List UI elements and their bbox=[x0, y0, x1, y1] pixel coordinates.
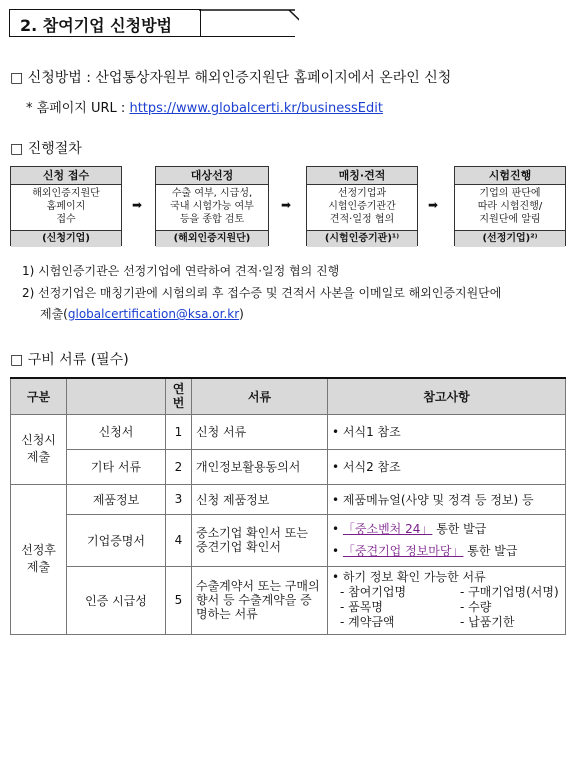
row-category: 신청서 bbox=[67, 414, 166, 449]
right-arrow-icon: ➡ bbox=[281, 198, 292, 212]
step-body-line: 따라 시험진행/ bbox=[477, 201, 543, 212]
square-bullet-icon: □ bbox=[10, 70, 24, 86]
row-number: 4 bbox=[166, 514, 192, 566]
procedure-title-line bbox=[10, 138, 82, 158]
table-row bbox=[11, 484, 566, 514]
homepage-label: * 홈페이지 URL : bbox=[26, 101, 126, 116]
row-category: 제품정보 bbox=[67, 484, 166, 514]
header-number: 연 번 bbox=[166, 378, 192, 414]
step-title: 대상선정 bbox=[156, 167, 268, 185]
ref-item: - 납품기한 bbox=[460, 615, 515, 629]
group-apply: 신청시 제출 bbox=[11, 414, 67, 484]
step-title: 신청 접수 bbox=[11, 167, 121, 185]
row-reference: • 서식2 참조 bbox=[328, 449, 566, 484]
ref-line: • 「중소벤처 24」 통한 발급 bbox=[332, 522, 487, 536]
procedure-note-2: 2) 선정기업은 매칭기관에 시험의뢰 후 접수증 및 견적서 사본을 이메일로 해외인증지원단에 bbox=[22, 286, 502, 300]
row-document: 중소기업 확인서 또는 중견기업 확인서 bbox=[192, 514, 328, 566]
row-number: 5 bbox=[166, 566, 192, 634]
apply-method-text: 신청방법 : 산업통상자원부 해외인증지원단 홈페이지에서 온라인 신청 bbox=[27, 70, 452, 86]
procedure-note-1: 1) 시험인증기관은 선정기업에 연락하여 견적·일정 협의 진행 bbox=[22, 264, 340, 278]
row-category: 인증 시급성 bbox=[67, 566, 166, 634]
step-body-line: 해외인증지원단 bbox=[32, 188, 100, 199]
step-body bbox=[455, 185, 565, 230]
process-step-testing bbox=[454, 166, 566, 246]
step-body-line: 접수 bbox=[56, 214, 76, 225]
process-step-select bbox=[155, 166, 269, 246]
heading-diagonal bbox=[199, 9, 299, 39]
row-reference: • 제품메뉴얼(사양 및 정격 등 정보) 등 bbox=[328, 484, 566, 514]
homepage-link[interactable]: https://www.globalcerti.kr/businessEdit bbox=[129, 101, 383, 116]
header-document: 서류 bbox=[192, 378, 328, 414]
row-number: 1 bbox=[166, 414, 192, 449]
row-category: 기타 서류 bbox=[67, 449, 166, 484]
step-body bbox=[156, 185, 268, 230]
documents-table bbox=[10, 377, 566, 635]
ref-item: - 구매기업명(서명) bbox=[460, 585, 559, 599]
right-arrow-icon: ➡ bbox=[132, 198, 143, 212]
step-body-line: 시험인증기관간 bbox=[328, 201, 396, 212]
step-body-line: 국내 시험가능 여부 bbox=[170, 201, 254, 212]
process-step-apply bbox=[10, 166, 122, 246]
square-bullet-icon: □ bbox=[10, 141, 24, 157]
ref-item: - 계약금액 bbox=[340, 615, 395, 629]
step-actor: (신청기업) bbox=[11, 230, 121, 247]
table-row bbox=[11, 414, 566, 449]
heading-text: 2. 참여기업 신청방법 bbox=[20, 16, 172, 35]
apply-method-line bbox=[10, 67, 451, 87]
email-link[interactable]: globalcertification@ksa.or.kr bbox=[67, 307, 240, 321]
header-blank bbox=[67, 378, 166, 414]
row-number: 2 bbox=[166, 449, 192, 484]
step-actor: (선정기업)²⁾ bbox=[455, 230, 565, 247]
procedure-title: 진행절차 bbox=[27, 141, 82, 157]
step-body bbox=[307, 185, 417, 230]
procedure-note-2-cont bbox=[40, 305, 244, 322]
row-document: 신청 제품정보 bbox=[192, 484, 328, 514]
ref-text: 통한 발급 bbox=[467, 544, 518, 558]
square-bullet-icon: □ bbox=[10, 352, 24, 368]
homepage-line bbox=[26, 97, 383, 116]
ref-item-row bbox=[332, 600, 561, 615]
step-body-line: 지원단에 알림 bbox=[479, 214, 541, 225]
documents-title-line bbox=[10, 349, 129, 369]
note-text: ) bbox=[239, 307, 244, 321]
ref-line: • 「중견기업 정보마당」 통한 발급 bbox=[332, 544, 518, 558]
ref-item: - 참여기업명 bbox=[340, 585, 407, 599]
row-document: 개인정보활용동의서 bbox=[192, 449, 328, 484]
table-header-row bbox=[11, 378, 566, 414]
step-body bbox=[11, 185, 121, 230]
section-heading bbox=[9, 9, 309, 40]
step-title: 시험진행 bbox=[455, 167, 565, 185]
step-body-line: 등을 종합 검토 bbox=[179, 214, 245, 225]
table-row bbox=[11, 449, 566, 484]
sme-link[interactable]: 「중소벤처 24」 bbox=[342, 522, 433, 536]
right-arrow-icon: ➡ bbox=[428, 198, 439, 212]
row-category: 기업증명서 bbox=[67, 514, 166, 566]
header-reference: 참고사항 bbox=[328, 378, 566, 414]
ref-item-row bbox=[332, 585, 561, 600]
documents-title: 구비 서류 (필수) bbox=[27, 352, 129, 368]
ref-item-row bbox=[332, 615, 561, 630]
step-body-line: 견적·일정 협의 bbox=[329, 214, 395, 225]
row-reference bbox=[328, 566, 566, 634]
midsize-link[interactable]: 「중견기업 정보마당」 bbox=[342, 544, 464, 558]
row-number: 3 bbox=[166, 484, 192, 514]
ref-head: • 하기 정보 확인 가능한 서류 bbox=[332, 570, 486, 584]
group-selected: 선정후 제출 bbox=[11, 484, 67, 634]
ref-item: - 수량 bbox=[460, 600, 492, 614]
step-title: 매칭·견적 bbox=[307, 167, 417, 185]
row-document: 수출계약서 또는 구매의향서 등 수출계약을 증명하는 서류 bbox=[192, 566, 328, 634]
table-row bbox=[11, 514, 566, 566]
step-body-line: 수출 여부, 시급성, bbox=[171, 188, 253, 199]
table-row bbox=[11, 566, 566, 634]
step-actor: (해외인증지원단) bbox=[156, 230, 268, 247]
process-step-matching bbox=[306, 166, 418, 246]
header-category: 구분 bbox=[11, 378, 67, 414]
note-text: 제출( bbox=[40, 307, 68, 321]
ref-item: - 품목명 bbox=[340, 600, 383, 614]
step-body-line: 선정기업과 bbox=[337, 188, 387, 199]
row-reference bbox=[328, 514, 566, 566]
step-body-line: 홈페이지 bbox=[46, 201, 86, 212]
row-document: 신청 서류 bbox=[192, 414, 328, 449]
ref-text: 통한 발급 bbox=[436, 522, 487, 536]
step-actor: (시험인증기관)¹⁾ bbox=[307, 230, 417, 247]
row-reference: • 서식1 참조 bbox=[328, 414, 566, 449]
step-body-line: 기업의 판단에 bbox=[479, 188, 541, 199]
